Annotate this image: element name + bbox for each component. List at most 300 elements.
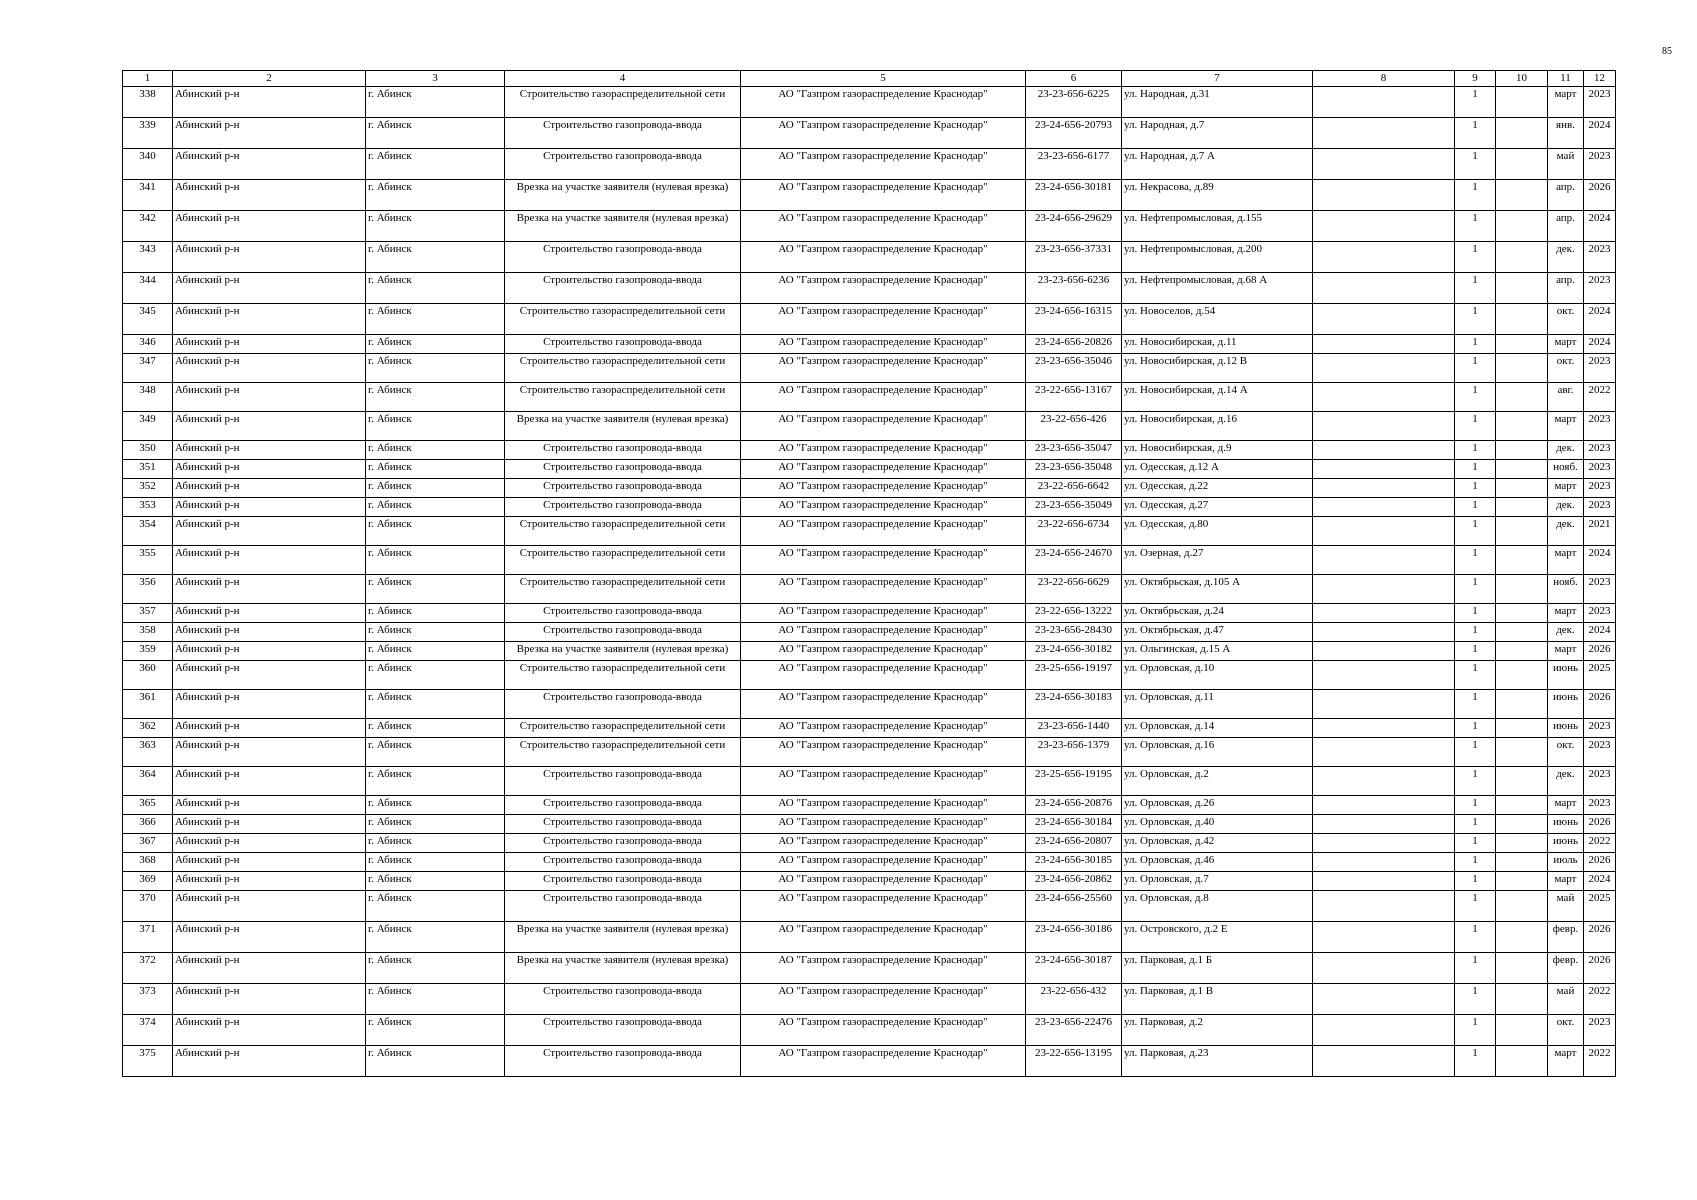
organization-cell: АО "Газпром газораспределение Краснодар" xyxy=(741,383,1026,412)
city-cell: г. Абинск xyxy=(366,853,505,872)
col10-cell xyxy=(1496,815,1548,834)
row-number: 340 xyxy=(123,149,173,180)
month-cell: март xyxy=(1548,796,1584,815)
row-number: 348 xyxy=(123,383,173,412)
application-code-cell: 23-23-656-35049 xyxy=(1026,498,1122,517)
application-code-cell: 23-23-656-35046 xyxy=(1026,354,1122,383)
address-cell: ул. Орловская, д.2 xyxy=(1122,767,1313,796)
organization-cell: АО "Газпром газораспределение Краснодар" xyxy=(741,335,1026,354)
district-cell: Абинский р-н xyxy=(173,460,366,479)
year-cell: 2026 xyxy=(1584,642,1616,661)
month-cell: дек. xyxy=(1548,767,1584,796)
row-number: 359 xyxy=(123,642,173,661)
table-row xyxy=(123,1015,1616,1046)
year-cell: 2025 xyxy=(1584,891,1616,922)
col10-cell xyxy=(1496,834,1548,853)
organization-cell: АО "Газпром газораспределение Краснодар" xyxy=(741,354,1026,383)
organization-cell: АО "Газпром газораспределение Краснодар" xyxy=(741,984,1026,1015)
month-cell: дек. xyxy=(1548,517,1584,546)
col10-cell xyxy=(1496,1046,1548,1077)
city-cell: г. Абинск xyxy=(366,180,505,211)
row-number: 368 xyxy=(123,853,173,872)
city-cell: г. Абинск xyxy=(366,460,505,479)
month-cell: окт. xyxy=(1548,304,1584,335)
application-code-cell: 23-24-656-29629 xyxy=(1026,211,1122,242)
city-cell: г. Абинск xyxy=(366,796,505,815)
work-type-cell: Строительство газопровода-ввода xyxy=(505,479,741,498)
application-code-cell: 23-24-656-20862 xyxy=(1026,872,1122,891)
district-cell: Абинский р-н xyxy=(173,984,366,1015)
district-cell: Абинский р-н xyxy=(173,441,366,460)
organization-cell: АО "Газпром газораспределение Краснодар" xyxy=(741,922,1026,953)
address-cell: ул. Озерная, д.27 xyxy=(1122,546,1313,575)
col8-cell xyxy=(1313,984,1455,1015)
work-type-cell: Врезка на участке заявителя (нулевая врезка) xyxy=(505,211,741,242)
month-cell: дек. xyxy=(1548,623,1584,642)
quantity-cell: 1 xyxy=(1455,623,1496,642)
address-cell: ул. Нефтепромысловая, д.155 xyxy=(1122,211,1313,242)
work-type-cell: Строительство газораспределительной сети xyxy=(505,517,741,546)
month-cell: март xyxy=(1548,872,1584,891)
row-number: 369 xyxy=(123,872,173,891)
col8-cell xyxy=(1313,211,1455,242)
col8-cell xyxy=(1313,383,1455,412)
col8-cell xyxy=(1313,441,1455,460)
col8-cell xyxy=(1313,575,1455,604)
col10-cell xyxy=(1496,517,1548,546)
table-row xyxy=(123,517,1616,546)
col8-cell xyxy=(1313,719,1455,738)
row-number: 343 xyxy=(123,242,173,273)
organization-cell: АО "Газпром газораспределение Краснодар" xyxy=(741,853,1026,872)
address-cell: ул. Орловская, д.10 xyxy=(1122,661,1313,690)
district-cell: Абинский р-н xyxy=(173,211,366,242)
district-cell: Абинский р-н xyxy=(173,796,366,815)
col10-cell xyxy=(1496,211,1548,242)
application-code-cell: 23-23-656-35047 xyxy=(1026,441,1122,460)
col8-cell xyxy=(1313,853,1455,872)
year-cell: 2023 xyxy=(1584,149,1616,180)
organization-cell: АО "Газпром газораспределение Краснодар" xyxy=(741,661,1026,690)
year-cell: 2023 xyxy=(1584,354,1616,383)
application-code-cell: 23-23-656-37331 xyxy=(1026,242,1122,273)
col8-cell xyxy=(1313,118,1455,149)
work-type-cell: Строительство газопровода-ввода xyxy=(505,460,741,479)
organization-cell: АО "Газпром газораспределение Краснодар" xyxy=(741,623,1026,642)
city-cell: г. Абинск xyxy=(366,304,505,335)
organization-cell: АО "Газпром газораспределение Краснодар" xyxy=(741,834,1026,853)
address-cell: ул. Нефтепромысловая, д.68 А xyxy=(1122,273,1313,304)
city-cell: г. Абинск xyxy=(366,604,505,623)
table-row xyxy=(123,642,1616,661)
work-type-cell: Строительство газопровода-ввода xyxy=(505,853,741,872)
col10-cell xyxy=(1496,796,1548,815)
row-number: 371 xyxy=(123,922,173,953)
quantity-cell: 1 xyxy=(1455,354,1496,383)
col8-cell xyxy=(1313,180,1455,211)
table-row xyxy=(123,498,1616,517)
district-cell: Абинский р-н xyxy=(173,642,366,661)
row-number: 373 xyxy=(123,984,173,1015)
col10-cell xyxy=(1496,690,1548,719)
column-header: 5 xyxy=(741,71,1026,87)
month-cell: апр. xyxy=(1548,180,1584,211)
organization-cell: АО "Газпром газораспределение Краснодар" xyxy=(741,180,1026,211)
address-cell: ул. Парковая, д.23 xyxy=(1122,1046,1313,1077)
application-code-cell: 23-24-656-30183 xyxy=(1026,690,1122,719)
year-cell: 2022 xyxy=(1584,383,1616,412)
row-number: 372 xyxy=(123,953,173,984)
city-cell: г. Абинск xyxy=(366,738,505,767)
row-number: 349 xyxy=(123,412,173,441)
organization-cell: АО "Газпром газораспределение Краснодар" xyxy=(741,604,1026,623)
application-code-cell: 23-22-656-13195 xyxy=(1026,1046,1122,1077)
col8-cell xyxy=(1313,412,1455,441)
year-cell: 2023 xyxy=(1584,575,1616,604)
quantity-cell: 1 xyxy=(1455,834,1496,853)
application-code-cell: 23-23-656-6177 xyxy=(1026,149,1122,180)
address-cell: ул. Октябрьская, д.24 xyxy=(1122,604,1313,623)
district-cell: Абинский р-н xyxy=(173,273,366,304)
district-cell: Абинский р-н xyxy=(173,354,366,383)
col10-cell xyxy=(1496,719,1548,738)
row-number: 366 xyxy=(123,815,173,834)
col8-cell xyxy=(1313,642,1455,661)
col10-cell xyxy=(1496,479,1548,498)
application-code-cell: 23-24-656-30184 xyxy=(1026,815,1122,834)
row-number: 350 xyxy=(123,441,173,460)
month-cell: июнь xyxy=(1548,834,1584,853)
month-cell: март xyxy=(1548,546,1584,575)
work-type-cell: Строительство газопровода-ввода xyxy=(505,242,741,273)
col8-cell xyxy=(1313,273,1455,304)
month-cell: июнь xyxy=(1548,719,1584,738)
row-number: 361 xyxy=(123,690,173,719)
organization-cell: АО "Газпром газораспределение Краснодар" xyxy=(741,498,1026,517)
col10-cell xyxy=(1496,984,1548,1015)
col10-cell xyxy=(1496,872,1548,891)
year-cell: 2023 xyxy=(1584,87,1616,118)
year-cell: 2026 xyxy=(1584,953,1616,984)
table-row xyxy=(123,623,1616,642)
month-cell: июль xyxy=(1548,853,1584,872)
city-cell: г. Абинск xyxy=(366,354,505,383)
table-row xyxy=(123,412,1616,441)
address-cell: ул. Октябрьская, д.47 xyxy=(1122,623,1313,642)
col10-cell xyxy=(1496,180,1548,211)
table-row xyxy=(123,984,1616,1015)
year-cell: 2023 xyxy=(1584,604,1616,623)
column-header: 2 xyxy=(173,71,366,87)
col10-cell xyxy=(1496,575,1548,604)
address-cell: ул. Орловская, д.8 xyxy=(1122,891,1313,922)
address-cell: ул. Новоселов, д.54 xyxy=(1122,304,1313,335)
organization-cell: АО "Газпром газораспределение Краснодар" xyxy=(741,690,1026,719)
district-cell: Абинский р-н xyxy=(173,834,366,853)
month-cell: март xyxy=(1548,1046,1584,1077)
organization-cell: АО "Газпром газораспределение Краснодар" xyxy=(741,273,1026,304)
column-header: 7 xyxy=(1122,71,1313,87)
month-cell: окт. xyxy=(1548,354,1584,383)
year-cell: 2024 xyxy=(1584,546,1616,575)
col8-cell xyxy=(1313,834,1455,853)
application-code-cell: 23-24-656-16315 xyxy=(1026,304,1122,335)
quantity-cell: 1 xyxy=(1455,690,1496,719)
month-cell: дек. xyxy=(1548,242,1584,273)
address-cell: ул. Одесская, д.12 А xyxy=(1122,460,1313,479)
month-cell: окт. xyxy=(1548,738,1584,767)
organization-cell: АО "Газпром газораспределение Краснодар" xyxy=(741,767,1026,796)
table-row xyxy=(123,891,1616,922)
page-number: 85 xyxy=(1662,46,1672,57)
city-cell: г. Абинск xyxy=(366,383,505,412)
col10-cell xyxy=(1496,891,1548,922)
city-cell: г. Абинск xyxy=(366,498,505,517)
work-type-cell: Строительство газопровода-ввода xyxy=(505,872,741,891)
table-row xyxy=(123,383,1616,412)
col10-cell xyxy=(1496,922,1548,953)
district-cell: Абинский р-н xyxy=(173,335,366,354)
district-cell: Абинский р-н xyxy=(173,661,366,690)
application-code-cell: 23-24-656-30187 xyxy=(1026,953,1122,984)
month-cell: июнь xyxy=(1548,815,1584,834)
month-cell: март xyxy=(1548,412,1584,441)
col8-cell xyxy=(1313,546,1455,575)
district-cell: Абинский р-н xyxy=(173,604,366,623)
table-row xyxy=(123,242,1616,273)
table-row xyxy=(123,479,1616,498)
table-row xyxy=(123,604,1616,623)
work-type-cell: Строительство газопровода-ввода xyxy=(505,834,741,853)
address-cell: ул. Новосибирская, д.12 В xyxy=(1122,354,1313,383)
year-cell: 2021 xyxy=(1584,517,1616,546)
work-type-cell: Строительство газопровода-ввода xyxy=(505,1015,741,1046)
application-code-cell: 23-22-656-13167 xyxy=(1026,383,1122,412)
col10-cell xyxy=(1496,661,1548,690)
city-cell: г. Абинск xyxy=(366,815,505,834)
application-code-cell: 23-23-656-6236 xyxy=(1026,273,1122,304)
quantity-cell: 1 xyxy=(1455,767,1496,796)
city-cell: г. Абинск xyxy=(366,719,505,738)
application-code-cell: 23-24-656-20826 xyxy=(1026,335,1122,354)
work-type-cell: Врезка на участке заявителя (нулевая врезка) xyxy=(505,642,741,661)
work-type-cell: Врезка на участке заявителя (нулевая врезка) xyxy=(505,412,741,441)
work-type-cell: Строительство газопровода-ввода xyxy=(505,1046,741,1077)
col8-cell xyxy=(1313,690,1455,719)
year-cell: 2023 xyxy=(1584,719,1616,738)
year-cell: 2023 xyxy=(1584,1015,1616,1046)
quantity-cell: 1 xyxy=(1455,953,1496,984)
address-cell: ул. Парковая, д.1 Б xyxy=(1122,953,1313,984)
address-cell: ул. Народная, д.7 А xyxy=(1122,149,1313,180)
work-type-cell: Строительство газопровода-ввода xyxy=(505,335,741,354)
month-cell: март xyxy=(1548,479,1584,498)
col10-cell xyxy=(1496,441,1548,460)
table-row xyxy=(123,149,1616,180)
quantity-cell: 1 xyxy=(1455,211,1496,242)
city-cell: г. Абинск xyxy=(366,623,505,642)
district-cell: Абинский р-н xyxy=(173,87,366,118)
col10-cell xyxy=(1496,87,1548,118)
table-row xyxy=(123,738,1616,767)
quantity-cell: 1 xyxy=(1455,853,1496,872)
row-number: 353 xyxy=(123,498,173,517)
city-cell: г. Абинск xyxy=(366,1015,505,1046)
work-type-cell: Строительство газораспределительной сети xyxy=(505,575,741,604)
address-cell: ул. Орловская, д.11 xyxy=(1122,690,1313,719)
quantity-cell: 1 xyxy=(1455,661,1496,690)
district-cell: Абинский р-н xyxy=(173,118,366,149)
organization-cell: АО "Газпром газораспределение Краснодар" xyxy=(741,642,1026,661)
row-number: 362 xyxy=(123,719,173,738)
quantity-cell: 1 xyxy=(1455,304,1496,335)
quantity-cell: 1 xyxy=(1455,479,1496,498)
row-number: 347 xyxy=(123,354,173,383)
table-row xyxy=(123,180,1616,211)
row-number: 346 xyxy=(123,335,173,354)
year-cell: 2024 xyxy=(1584,118,1616,149)
col10-cell xyxy=(1496,767,1548,796)
city-cell: г. Абинск xyxy=(366,642,505,661)
address-cell: ул. Одесская, д.27 xyxy=(1122,498,1313,517)
table-row xyxy=(123,335,1616,354)
col8-cell xyxy=(1313,872,1455,891)
col8-cell xyxy=(1313,479,1455,498)
table-row xyxy=(123,853,1616,872)
quantity-cell: 1 xyxy=(1455,87,1496,118)
col10-cell xyxy=(1496,273,1548,304)
table-row xyxy=(123,441,1616,460)
row-number: 355 xyxy=(123,546,173,575)
month-cell: март xyxy=(1548,642,1584,661)
col8-cell xyxy=(1313,1046,1455,1077)
row-number: 370 xyxy=(123,891,173,922)
district-cell: Абинский р-н xyxy=(173,719,366,738)
organization-cell: АО "Газпром газораспределение Краснодар" xyxy=(741,719,1026,738)
quantity-cell: 1 xyxy=(1455,1046,1496,1077)
month-cell: нояб. xyxy=(1548,575,1584,604)
application-code-cell: 23-24-656-30185 xyxy=(1026,853,1122,872)
organization-cell: АО "Газпром газораспределение Краснодар" xyxy=(741,87,1026,118)
work-type-cell: Строительство газопровода-ввода xyxy=(505,273,741,304)
city-cell: г. Абинск xyxy=(366,441,505,460)
organization-cell: АО "Газпром газораспределение Краснодар" xyxy=(741,304,1026,335)
month-cell: апр. xyxy=(1548,273,1584,304)
organization-cell: АО "Газпром газораспределение Краснодар" xyxy=(741,1015,1026,1046)
row-number: 356 xyxy=(123,575,173,604)
work-type-cell: Строительство газораспределительной сети xyxy=(505,354,741,383)
organization-cell: АО "Газпром газораспределение Краснодар" xyxy=(741,118,1026,149)
month-cell: дек. xyxy=(1548,498,1584,517)
col8-cell xyxy=(1313,891,1455,922)
address-cell: ул. Новосибирская, д.11 xyxy=(1122,335,1313,354)
address-cell: ул. Нефтепромысловая, д.200 xyxy=(1122,242,1313,273)
col10-cell xyxy=(1496,738,1548,767)
city-cell: г. Абинск xyxy=(366,242,505,273)
address-cell: ул. Народная, д.31 xyxy=(1122,87,1313,118)
address-cell: ул. Октябрьская, д.105 А xyxy=(1122,575,1313,604)
city-cell: г. Абинск xyxy=(366,479,505,498)
district-cell: Абинский р-н xyxy=(173,690,366,719)
address-cell: ул. Новосибирская, д.16 xyxy=(1122,412,1313,441)
district-cell: Абинский р-н xyxy=(173,149,366,180)
col8-cell xyxy=(1313,304,1455,335)
quantity-cell: 1 xyxy=(1455,242,1496,273)
table-row xyxy=(123,354,1616,383)
work-type-cell: Строительство газопровода-ввода xyxy=(505,149,741,180)
district-cell: Абинский р-н xyxy=(173,242,366,273)
month-cell: май xyxy=(1548,984,1584,1015)
application-code-cell: 23-24-656-20876 xyxy=(1026,796,1122,815)
city-cell: г. Абинск xyxy=(366,661,505,690)
address-cell: ул. Новосибирская, д.14 А xyxy=(1122,383,1313,412)
city-cell: г. Абинск xyxy=(366,891,505,922)
column-header: 9 xyxy=(1455,71,1496,87)
col8-cell xyxy=(1313,738,1455,767)
col8-cell xyxy=(1313,604,1455,623)
table-row xyxy=(123,575,1616,604)
district-cell: Абинский р-н xyxy=(173,412,366,441)
col10-cell xyxy=(1496,354,1548,383)
application-code-cell: 23-24-656-20793 xyxy=(1026,118,1122,149)
year-cell: 2026 xyxy=(1584,853,1616,872)
quantity-cell: 1 xyxy=(1455,738,1496,767)
city-cell: г. Абинск xyxy=(366,1046,505,1077)
organization-cell: АО "Газпром газораспределение Краснодар" xyxy=(741,546,1026,575)
col8-cell xyxy=(1313,149,1455,180)
organization-cell: АО "Газпром газораспределение Краснодар" xyxy=(741,738,1026,767)
application-code-cell: 23-24-656-25560 xyxy=(1026,891,1122,922)
col10-cell xyxy=(1496,118,1548,149)
district-cell: Абинский р-н xyxy=(173,815,366,834)
year-cell: 2023 xyxy=(1584,796,1616,815)
city-cell: г. Абинск xyxy=(366,575,505,604)
table-row xyxy=(123,815,1616,834)
table-row xyxy=(123,834,1616,853)
quantity-cell: 1 xyxy=(1455,441,1496,460)
application-code-cell: 23-25-656-19197 xyxy=(1026,661,1122,690)
quantity-cell: 1 xyxy=(1455,1015,1496,1046)
column-header: 6 xyxy=(1026,71,1122,87)
application-code-cell: 23-24-656-24670 xyxy=(1026,546,1122,575)
year-cell: 2024 xyxy=(1584,304,1616,335)
city-cell: г. Абинск xyxy=(366,834,505,853)
table-body xyxy=(123,87,1616,1077)
district-cell: Абинский р-н xyxy=(173,738,366,767)
address-cell: ул. Островского, д.2 Е xyxy=(1122,922,1313,953)
work-type-cell: Строительство газораспределительной сети xyxy=(505,546,741,575)
column-header: 3 xyxy=(366,71,505,87)
col10-cell xyxy=(1496,335,1548,354)
application-code-cell: 23-23-656-1379 xyxy=(1026,738,1122,767)
address-cell: ул. Одесская, д.22 xyxy=(1122,479,1313,498)
address-cell: ул. Орловская, д.14 xyxy=(1122,719,1313,738)
city-cell: г. Абинск xyxy=(366,690,505,719)
year-cell: 2025 xyxy=(1584,661,1616,690)
application-code-cell: 23-22-656-6629 xyxy=(1026,575,1122,604)
col8-cell xyxy=(1313,460,1455,479)
row-number: 338 xyxy=(123,87,173,118)
column-header: 11 xyxy=(1548,71,1584,87)
col8-cell xyxy=(1313,242,1455,273)
year-cell: 2026 xyxy=(1584,922,1616,953)
year-cell: 2023 xyxy=(1584,738,1616,767)
district-cell: Абинский р-н xyxy=(173,853,366,872)
col8-cell xyxy=(1313,1015,1455,1046)
application-code-cell: 23-22-656-6734 xyxy=(1026,517,1122,546)
work-type-cell: Строительство газопровода-ввода xyxy=(505,498,741,517)
work-type-cell: Строительство газопровода-ввода xyxy=(505,767,741,796)
